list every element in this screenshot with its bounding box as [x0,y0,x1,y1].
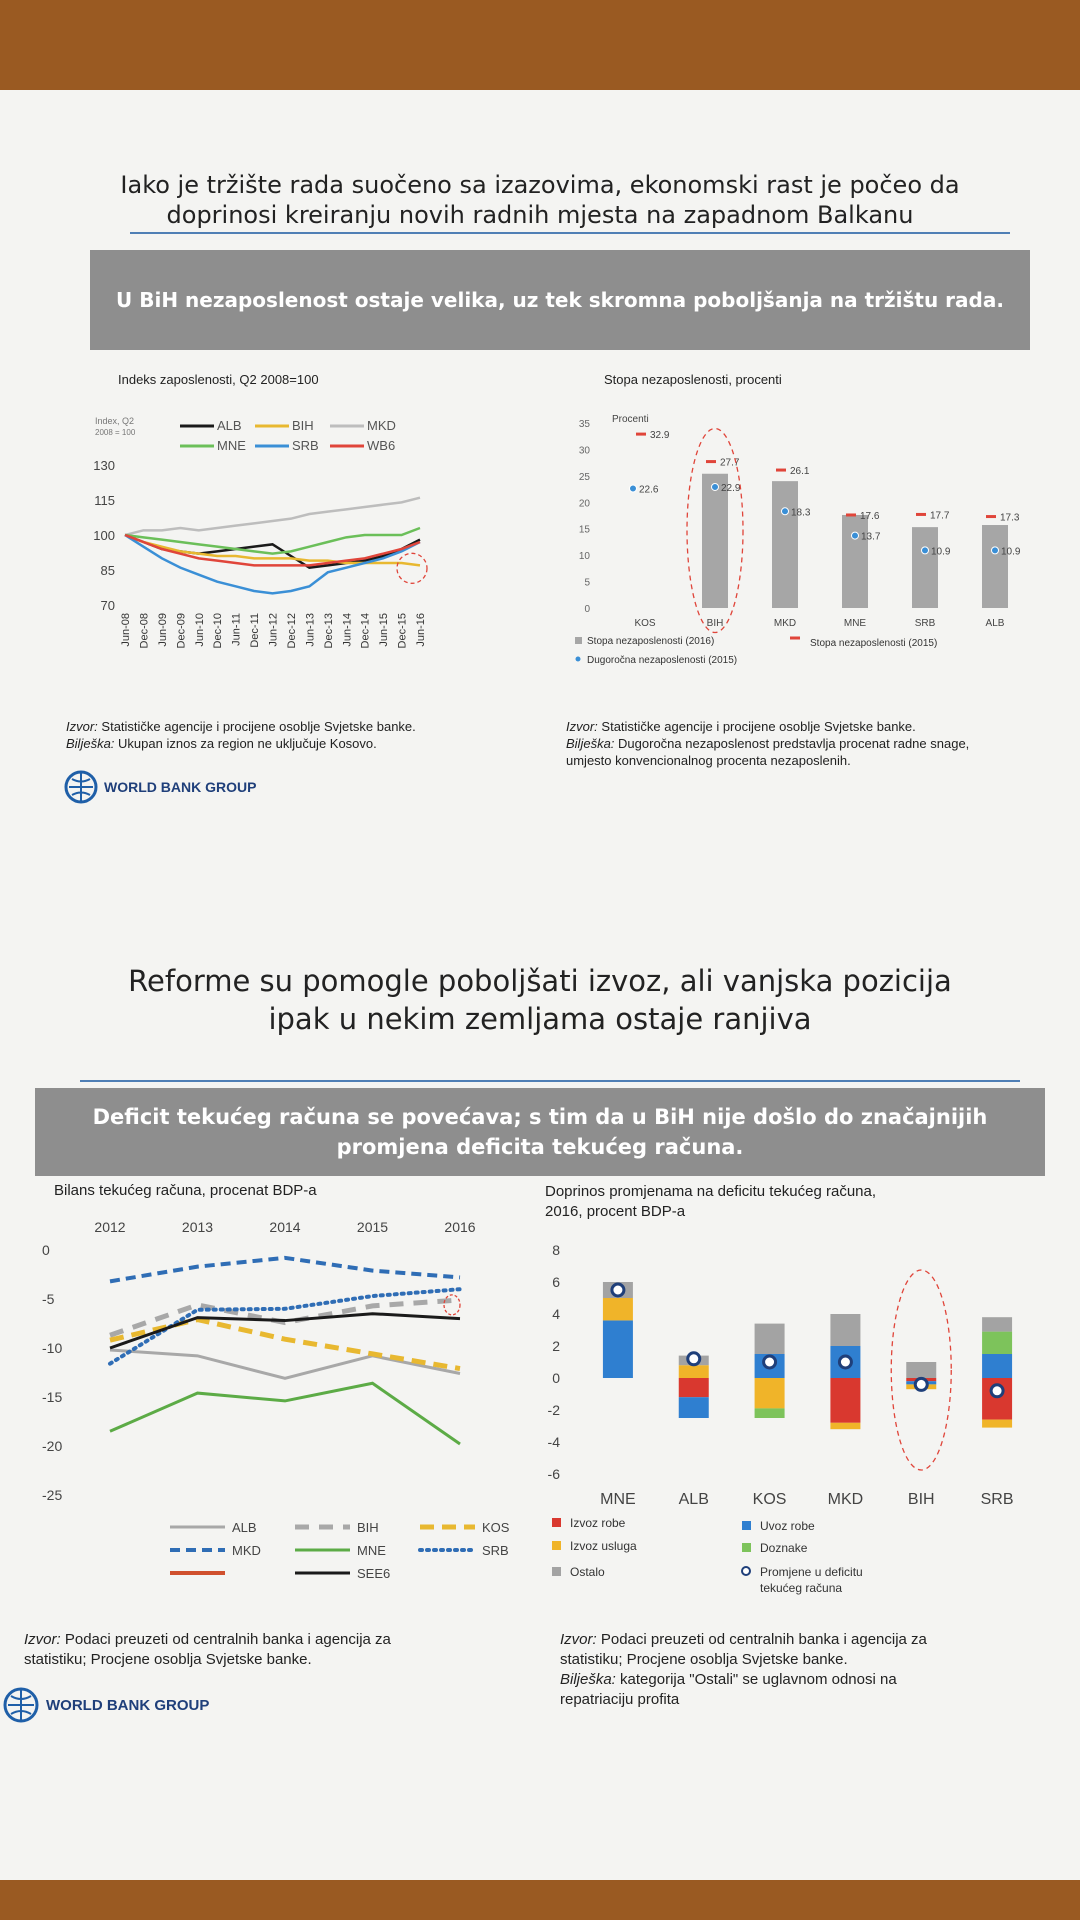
y-tick-label: -4 [547,1434,560,1450]
x-tick-label: Dec-11 [249,613,262,648]
ca-change-marker [612,1284,624,1296]
y-tick-label: 100 [93,528,115,543]
y-tick-label: 20 [578,498,590,510]
y-tick-label: -5 [42,1291,55,1307]
x-tick-label: MNE [600,1491,636,1508]
legend-label: Uvoz robe [760,1519,815,1533]
x-tick-label: SRB [914,618,936,629]
stack-segment-srb [982,1332,1012,1354]
x-tick-label: MKD [827,1491,864,1508]
bar-srb [912,527,938,608]
logo-text-1: WORLD BANK GROUP [104,779,257,795]
chart2-note-cont: umjesto konvencionalnog procenta nezaposlenih. [566,753,851,768]
x-tick-label: 2012 [94,1219,126,1235]
y-tick-label: -25 [42,1487,63,1503]
label-2015: 17.6 [860,510,880,522]
legend-label: WB6 [367,438,396,453]
section1-title-rule [130,232,1010,234]
label-longterm: 22.6 [639,484,659,496]
section2-banner-line1: Deficit tekućeg računa se povećava; s tim da u BiH nije došlo do značajnijih [92,1105,988,1129]
x-tick-label: Jun-12 [267,613,280,647]
ca-change-marker [991,1385,1003,1397]
stack-segment-mkd [830,1314,860,1346]
x-tick-label: Jun-13 [304,613,317,647]
x-tick-label: Jun-10 [193,613,206,647]
stack-segment-alb [679,1397,709,1418]
current-account-chart [0,1210,530,1590]
x-tick-label: Dec-12 [285,613,298,649]
x-tick-label: MNE [843,618,867,629]
y-tick-label: -2 [547,1402,560,1418]
legend-label: Stopa nezaposlenosti (2016) [587,636,715,647]
marker-longterm [782,508,789,515]
x-tick-label: Jun-08 [120,613,132,647]
series-line-mkd [110,1258,460,1282]
section2-banner [35,1088,1045,1176]
chart2-source: Izvor: Statističke agencije i procijene osoblje Svjetske banke. [566,719,916,734]
chart2-notes [566,718,1046,769]
chart1-title: Indeks zaposlenosti, Q2 2008=100 [118,372,319,387]
label-longterm: 10.9 [931,546,951,558]
ca-change-marker [839,1356,851,1368]
legend-label: MKD [367,418,396,433]
chart4-source: Izvor: Podaci preuzeti od centralnih banka i agencija za [560,1631,927,1648]
x-tick-label: Jun-16 [415,613,427,647]
legend-swatch [742,1543,751,1552]
unemployment-rate-chart [575,405,1045,670]
x-tick-label: Dec-13 [322,613,335,649]
label-2015: 17.3 [1000,512,1020,524]
legend-label: Promjene u deficitu [760,1565,863,1579]
chart4-title-line1: Doprinos promjenama na deficitu tekućeg računa, [545,1183,877,1200]
x-tick-label: 2016 [444,1219,476,1235]
legend-label: Izvoz usluga [570,1539,637,1553]
y-tick-label: 15 [578,524,590,536]
legend-label: SRB [482,1543,509,1558]
legend-label: ALB [232,1520,257,1535]
world-bank-logo-1 [64,770,256,804]
x-tick-label: Dec-15 [396,613,409,649]
y-tick-label: 115 [94,493,115,508]
stack-segment-srb [982,1420,1012,1428]
label-2015: 27.7 [720,457,740,469]
y-tick-label: 130 [93,458,115,473]
x-tick-label: 2014 [269,1219,301,1235]
unit-label: Procenti [612,414,649,425]
section1-title-line2: doprinosi kreiranju novih radnih mjesta na zapadnom Balkanu [166,201,914,229]
chart2-title: Stopa nezaposlenosti, procenti [604,372,782,387]
label-2015: 26.1 [790,466,810,478]
label-longterm: 10.9 [1001,546,1021,558]
legend-label: BIH [357,1520,379,1535]
y-tick-label: 5 [584,577,590,589]
legend-label: Izvoz robe [570,1516,626,1530]
y-tick-label: 70 [100,598,115,613]
legend-swatch [576,657,581,662]
legend-label: Ostalo [570,1565,605,1579]
section1-title [0,170,1080,230]
legend-swatch [552,1518,561,1527]
series-line-mne [110,1383,460,1444]
chart3-notes [24,1630,504,1670]
ca-change-marker [688,1353,700,1365]
label-longterm: 18.3 [791,507,811,519]
legend-label: ALB [217,418,242,433]
logo-text-2: WORLD BANK GROUP [46,1696,210,1714]
index-note: 2008 = 100 [95,428,136,437]
x-tick-label: Dec-14 [359,613,372,649]
x-tick-label: KOS [634,618,656,629]
chart4-title [545,1182,876,1222]
y-tick-label: 0 [42,1242,50,1258]
x-tick-label: Dec-08 [138,613,151,649]
x-tick-label: Jun-14 [341,613,354,647]
bar-alb [982,525,1008,608]
legend-label: SRB [292,438,319,453]
chart4-note: Bilješka: kategorija "Ostali" se uglavnom odnosi na [560,1671,897,1688]
y-tick-label: -20 [42,1438,63,1454]
y-tick-label: -15 [42,1389,63,1405]
marker-longterm [852,532,859,539]
ca-change-marker [764,1356,776,1368]
stack-segment-kos [755,1408,785,1418]
y-tick-label: 85 [100,563,115,578]
y-tick-label: 0 [584,604,590,615]
ca-contributions-chart [530,1232,1050,1612]
y-tick-label: 25 [578,471,590,483]
stack-segment-mkd [830,1423,860,1429]
y-tick-label: -6 [547,1466,560,1482]
stack-segment-alb [679,1378,709,1397]
chart1-notes [66,718,546,752]
legend-label: SEE6 [357,1566,391,1581]
stack-segment-mne [603,1298,633,1320]
stack-segment-alb [679,1365,709,1378]
chart4-source-cont: statistiku; Procjene osoblja Svjetske banke. [560,1651,848,1668]
legend-swatch [742,1521,751,1530]
series-line-kos [110,1320,460,1369]
stack-segment-kos [755,1378,785,1408]
bar-mne [842,515,868,608]
section2-title-line2: ipak u nekim zemljama ostaje ranjiva [268,1002,812,1036]
marker-longterm [630,485,637,492]
legend-label: MNE [357,1543,386,1558]
x-tick-label: Dec-09 [175,613,188,649]
legend-label: tekućeg računa [760,1581,843,1595]
y-tick-label: -10 [42,1340,63,1356]
marker-longterm [712,483,719,490]
chart4-note-cont: repatriaciju profita [560,1691,680,1708]
section1-banner [90,250,1030,350]
legend-swatch [552,1567,561,1576]
x-tick-label: Jun-11 [230,613,243,646]
bar-mkd [772,481,798,608]
highlight-circle [444,1295,460,1315]
stack-segment-srb [982,1317,1012,1331]
section1-banner-text: U BiH nezaposlenost ostaje velika, uz tek skromna poboljšanja na tržištu rada. [116,288,1004,312]
y-tick-label: 0 [552,1370,560,1386]
x-tick-label: MKD [773,618,797,629]
chart3-source: Izvor: Podaci preuzeti od centralnih banka i agencija za [24,1631,391,1648]
legend-swatch [742,1567,750,1575]
chart2-note: Bilješka: Dugoročna nezaposlenost predstavlja procenat radne snage, [566,736,970,751]
globe-icon [64,770,98,804]
label-2015: 32.9 [650,430,670,442]
x-tick-label: BIH [907,1491,935,1508]
x-tick-label: Jun-09 [156,613,169,647]
stack-segment-mkd [830,1378,860,1423]
section2-banner-line2: promjena deficita tekućeg računa. [336,1135,744,1159]
x-tick-label: 2013 [181,1219,214,1235]
index-note: Index, Q2 [95,416,135,426]
legend-swatch [552,1541,561,1550]
stack-segment-srb [982,1354,1012,1378]
y-tick-label: 4 [552,1306,560,1322]
y-tick-label: 6 [552,1274,560,1290]
employment-index-chart [80,400,540,690]
section1-title-line1: Iako je tržište rada suočeno sa izazovima, ekonomski rast je počeo da [120,171,960,199]
x-tick-label: Jun-15 [378,613,391,647]
label-longterm: 13.7 [861,531,881,543]
x-tick-label: 2015 [356,1219,389,1235]
x-tick-label: ALB [985,618,1005,629]
series-line-mkd [125,498,420,535]
chart1-source: Izvor: Statističke agencije i procijene osoblje Svjetske banke. [66,719,416,734]
x-tick-label: SRB [980,1491,1014,1508]
legend-label: Dugoročna nezaposlenosti (2015) [587,655,738,666]
legend-label: Stopa nezaposlenosti (2015) [810,638,938,649]
chart4-notes [560,1630,1040,1710]
section2-title [0,962,1080,1038]
chart4-title-line2: 2016, procent BDP-a [545,1203,686,1220]
legend-swatch [575,637,582,644]
marker-longterm [922,547,929,554]
y-tick-label: 30 [578,445,590,457]
legend-label: KOS [482,1520,510,1535]
legend-label: Doznake [760,1541,808,1555]
legend-label: MNE [217,438,246,453]
x-tick-label: BIH [706,618,724,629]
chart3-source-cont: statistiku; Procjene osoblja Svjetske banke. [24,1651,312,1668]
legend-label: BIH [292,418,314,433]
x-tick-label: Dec-10 [212,613,225,649]
label-2015: 17.7 [930,510,950,522]
stack-segment-mne [603,1320,633,1378]
globe-icon [2,1686,40,1724]
stack-segment-kos [755,1324,785,1354]
chart1-note: Bilješka: Ukupan iznos za region ne uključuje Kosovo. [66,736,377,751]
y-tick-label: 8 [552,1242,560,1258]
y-tick-label: 2 [552,1338,560,1354]
label-longterm: 22.9 [721,482,741,494]
x-tick-label: ALB [678,1491,709,1508]
legend-label: MKD [232,1543,261,1558]
highlight-circle [397,553,427,583]
world-bank-logo-2 [2,1686,209,1724]
y-tick-label: 10 [578,551,590,563]
x-tick-label: KOS [752,1491,787,1508]
marker-longterm [992,547,999,554]
stack-segment-bih [906,1362,936,1378]
y-tick-label: 35 [578,419,590,430]
chart3-title: Bilans tekućeg računa, procenat BDP-a [54,1182,317,1199]
section2-title-line1: Reforme su pomogle poboljšati izvoz, ali vanjska pozicija [128,964,952,998]
section2-title-rule [80,1080,1020,1082]
series-line-alb [110,1350,460,1378]
ca-change-marker [915,1378,927,1390]
